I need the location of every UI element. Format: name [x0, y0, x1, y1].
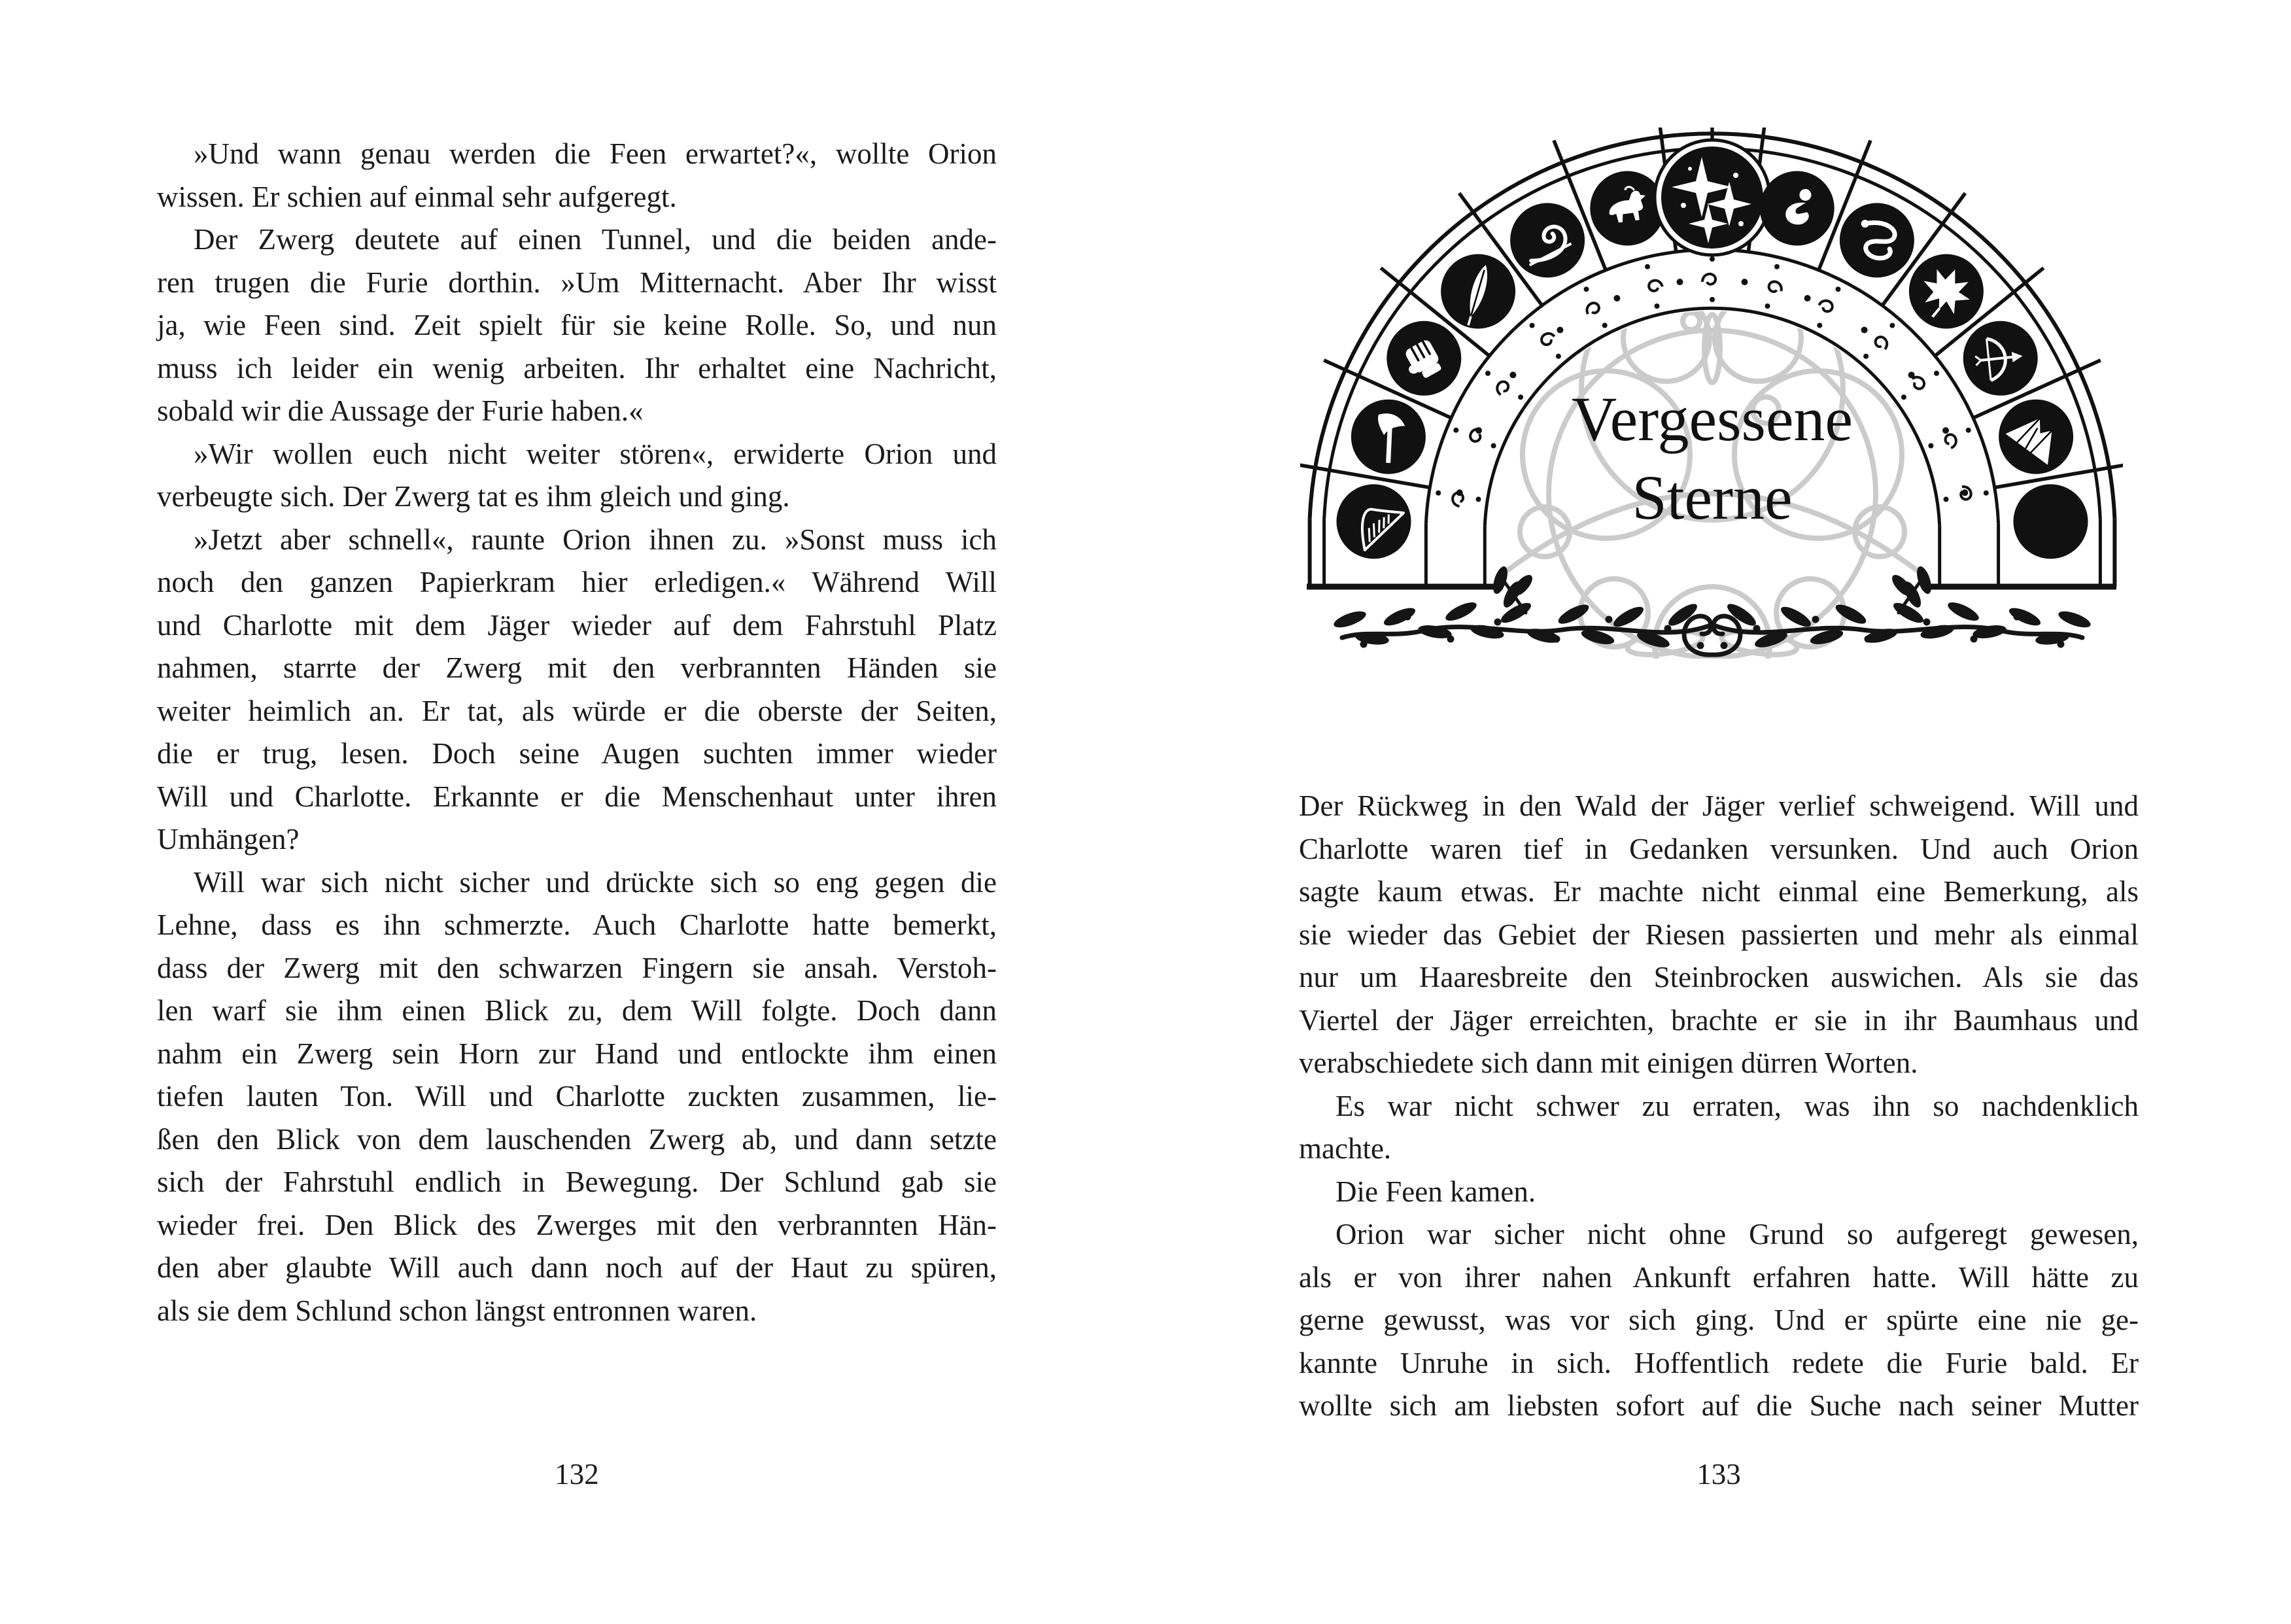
text-line: len warf sie ihm einen Blick zu, dem Will folgte. Doch dann	[157, 994, 997, 1027]
text-line: »Jetzt aber schnell«, raunte Orion ihnen zu. »Sonst muss ich	[194, 523, 997, 556]
medallion-goat-icon	[1590, 171, 1664, 246]
medallion-feather-icon	[1441, 254, 1515, 331]
text-line: sagte kaum etwas. Er machte nicht einmal eine Bemerkung, als	[1299, 875, 2139, 908]
text-line: Will und Charlotte. Erkannte er die Menschenhaut unter ihren	[157, 780, 997, 813]
text-line: muss ich leider ein wenig arbeiten. Ihr erhaltet eine Nachricht,	[157, 351, 997, 385]
vine-garland-icon	[1332, 564, 2092, 655]
text-line: verabschiedete sich dann mit einigen dürren Worten.	[1299, 1046, 1918, 1079]
chapter-emblem-svg	[1300, 128, 2123, 659]
text-line: machte.	[1299, 1132, 1392, 1165]
text-line: Der Zwerg deutete auf einen Tunnel, und die beiden ande-	[194, 223, 997, 256]
text-line: nur um Haaresbreite den Steinbrocken auswichen. Als sie das	[1299, 961, 2139, 993]
text-line: »Und wann genau werden die Feen erwartet?«, wollte Orion	[194, 137, 997, 170]
text-line: gerne gewusst, was vor sich ging. Und er spürte eine nie ge-	[1299, 1304, 2139, 1336]
text-line: Viertel der Jäger erreichten, brachte er sie in ihr Baumhaus und	[1299, 1003, 2139, 1037]
right-page-number: 133	[1697, 1458, 1741, 1491]
text-line: nahm ein Zwerg sein Horn zur Hand und entlockte ihm einen	[157, 1037, 997, 1070]
text-line: tiefen lauten Ton. Will und Charlotte zuckten zusammen, lie-	[157, 1080, 997, 1113]
text-line: Charlotte waren tief in Gedanken versunken. Und auch Orion	[1299, 832, 2139, 865]
text-line: wollte sich am liebsten sofort auf die Suche nach seiner Mutter	[1299, 1389, 2139, 1422]
text-line: ren trugen die Furie dorthin. »Um Mitternacht. Aber Ihr wisst	[157, 266, 997, 299]
text-line: ja, wie Feen sind. Zeit spielt für sie keine Rolle. So, und nun	[157, 309, 997, 341]
medallion-maple-leaf-icon	[1909, 254, 1984, 329]
text-line: Der Rückweg in den Wald der Jäger verlief schweigend. Will und	[1299, 789, 2139, 822]
text-line: als sie dem Schlund schon längst entronnen waren.	[157, 1294, 757, 1327]
text-line: Orion war sicher nicht ohne Grund so aufgeregt gewesen,	[1335, 1218, 2139, 1251]
text-line: kannte Unruhe in sich. Hoffentlich redete die Furie bald. Er	[1299, 1346, 2139, 1379]
chapter-emblem	[1300, 128, 2123, 659]
text-line: dass der Zwerg mit den schwarzen Fingern sie ansah. Verstoh-	[157, 951, 997, 984]
text-line: ßen den Blick von dem lauschenden Zwerg ab, und dann setzte	[157, 1122, 997, 1156]
text-line: Die Feen kamen.	[1335, 1175, 1536, 1208]
chapter-title-line1: Vergessene	[1571, 384, 1853, 454]
text-line: den aber glaubte Will auch dann noch auf der Haut zu spüren,	[157, 1251, 997, 1284]
text-line: verbeugte sich. Der Zwerg tat es ihm gleich und ging.	[157, 480, 790, 513]
left-page-number: 132	[555, 1458, 599, 1491]
right-page-text-block	[1299, 785, 2139, 1428]
medallion-black-disc-icon	[2014, 484, 2088, 559]
text-line: weiter heimlich an. Er tat, als würde er die oberste der Seiten,	[157, 694, 997, 727]
text-line: und Charlotte mit dem Jäger wieder auf dem Fahrstuhl Platz	[157, 608, 997, 642]
medallion-fist-icon	[1387, 321, 1461, 396]
medallion-wave-curl-icon	[1510, 203, 1585, 277]
text-line: noch den ganzen Papierkram hier erledigen.« Während Will	[157, 566, 997, 598]
text-line: als er von ihrer nahen Ankunft erfahren hatte. Will hätte zu	[1299, 1260, 2139, 1294]
medallion-snake-icon	[1840, 203, 1914, 277]
chapter-title-line2: Sterne	[1632, 462, 1793, 532]
medallion-sand-dune-icon	[1337, 484, 1411, 559]
flourish-pattern	[1496, 258, 1928, 659]
text-line: Lehne, dass es ihn schmerzte. Auch Charlotte hatte bemerkt,	[157, 908, 997, 941]
text-line: Es war nicht schwer zu erraten, was ihn so nachdenklich	[1335, 1089, 2139, 1122]
text-line: Will war sich nicht sicher und drückte sich so eng gegen die	[194, 865, 997, 899]
text-line: wissen. Er schien auf einmal sehr aufgeregt.	[157, 180, 677, 213]
text-line: die er trug, lesen. Doch seine Augen suchten immer wieder	[157, 737, 997, 770]
text-line: nahmen, starrte der Zwerg mit den verbrannten Händen sie	[157, 651, 997, 684]
medallion-crouching-figure-icon	[1760, 171, 1835, 246]
text-line: Umhängen?	[157, 823, 300, 855]
text-line: »Wir wollen euch nicht weiter stören«, erwiderte Orion und	[194, 437, 997, 470]
text-line: sie wieder das Gebiet der Riesen passierten und mehr als einmal	[1299, 918, 2139, 951]
medallion-axe-icon	[1351, 400, 1426, 474]
text-line: sich der Fahrstuhl endlich in Bewegung. Der Schlund gab sie	[157, 1166, 997, 1198]
medallion-mountain-icon	[1999, 400, 2073, 474]
left-page-text-block	[157, 133, 997, 1332]
text-line: sobald wir die Aussage der Furie haben.«	[157, 394, 644, 427]
text-line: wieder frei. Den Blick des Zwerges mit den verbrannten Hän-	[157, 1208, 997, 1241]
medallion-sparkle-stars-icon	[1655, 140, 1770, 255]
